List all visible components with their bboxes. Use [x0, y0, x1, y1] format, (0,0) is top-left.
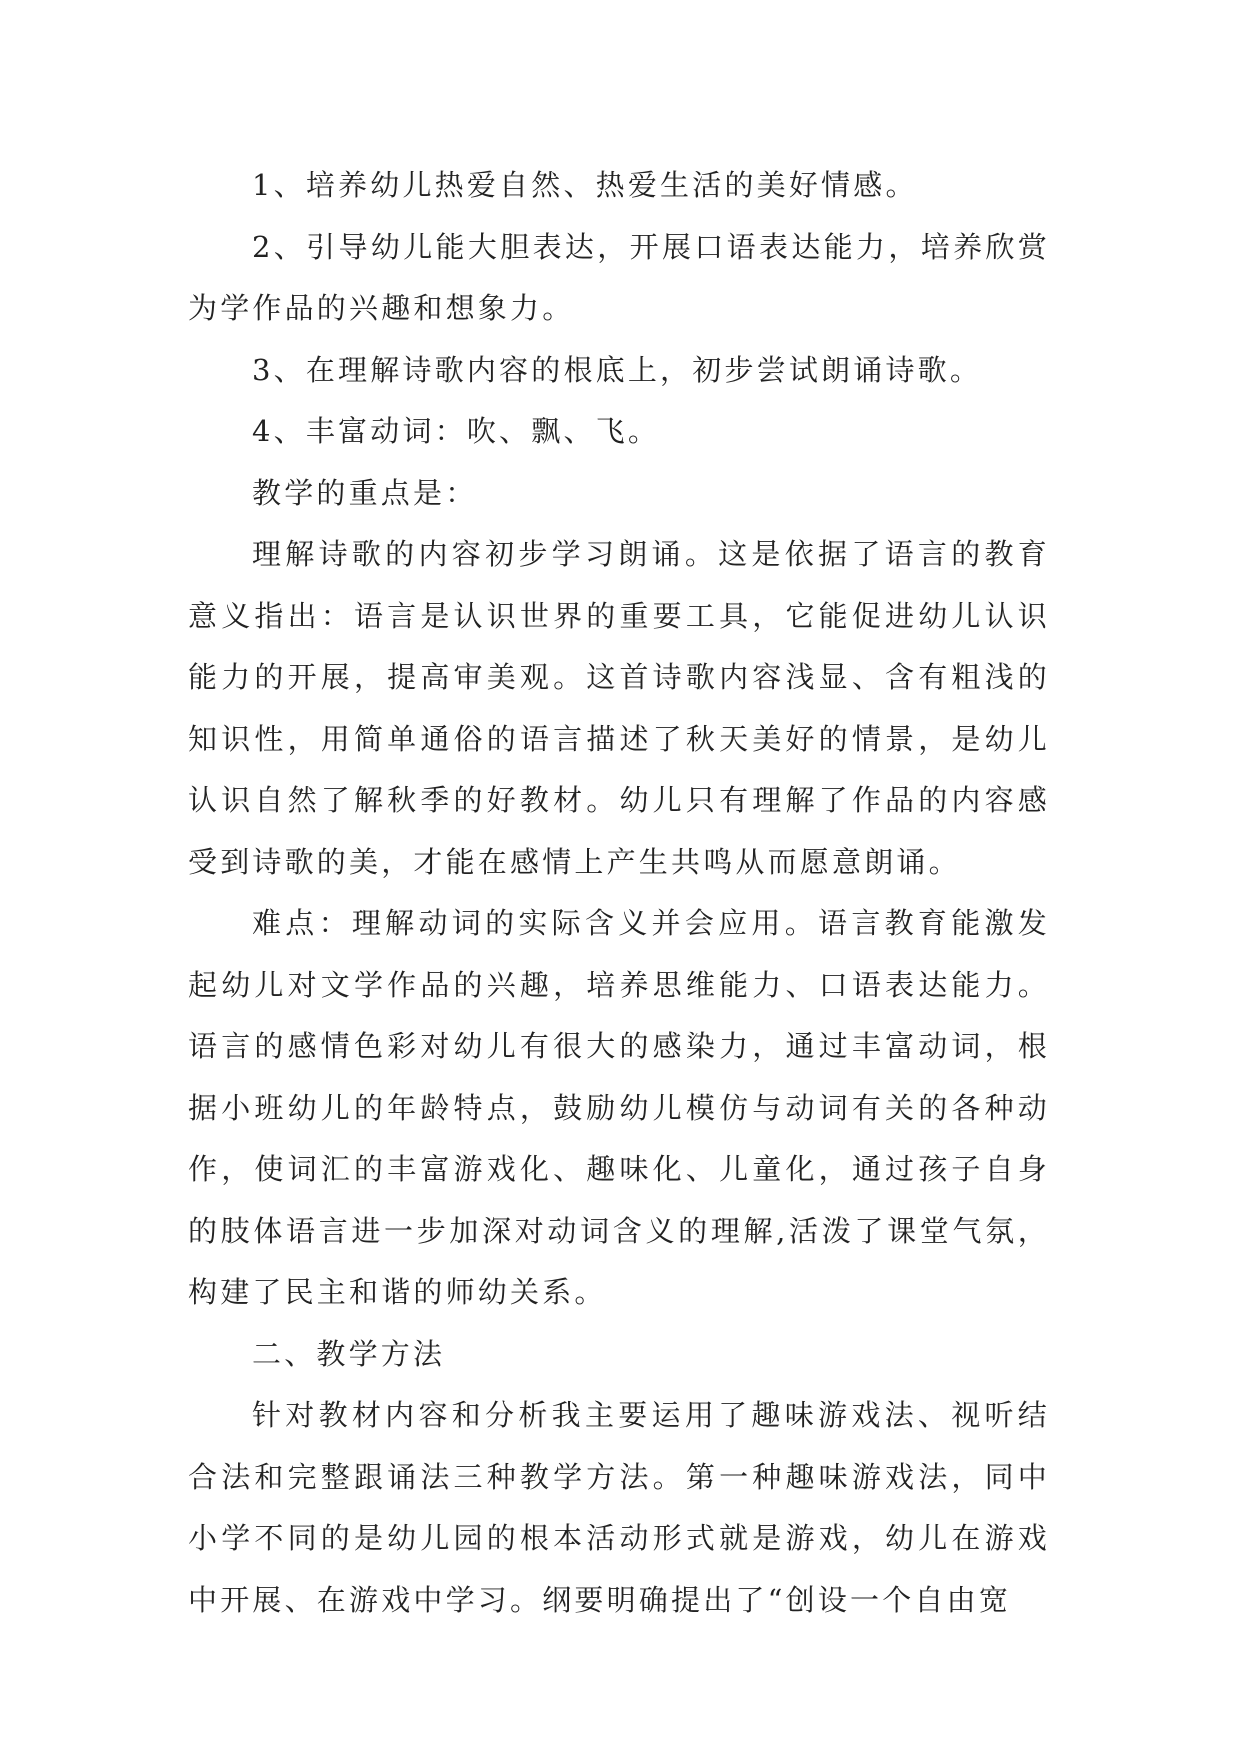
key-point-paragraph: 理解诗歌的内容初步学习朗诵。这是依据了语言的教育意义指出：语言是认识世界的重要工具，它能促进幼儿认识能力的开展，提高审美观。这首诗歌内容浅显、含有粗浅的知识性，用简单通俗的语言描述了秋天美好的情景，是幼儿认识自然了解秋季的好教材。幼儿只有理解了作品的内容感受到诗歌的美，才能在感情上产生共鸣从而愿意朗诵。: [188, 537, 1050, 879]
goal-1-paragraph: 1、培养幼儿热爱自然、热爱生活的美好情感。: [252, 168, 918, 202]
key-point-heading: 教学的重点是：: [252, 475, 478, 510]
goal-2-paragraph: 2、引导幼儿能大胆表达，开展口语表达能力，培养欣赏为学作品的兴趣和想象力。: [188, 229, 1050, 325]
difficulty-paragraph: 难点：理解动词的实际含义并会应用。语言教育能激发起幼儿对文学作品的兴趣，培养思维能力、口语表达能力。语言的感情色彩对幼儿有很大的感染力，通过丰富动词，根据小班幼儿的年龄特点，鼓励幼儿模仿与动词有关的各种动作，使词汇的丰富游戏化、趣味化、儿童化，通过孩子自身的肢体语言进一步加深对动词含义的理解,活泼了课堂气氛，构建了民主和谐的师幼关系。: [188, 906, 1050, 1309]
goal-4-paragraph: 4、丰富动词：吹、飘、飞。: [252, 414, 661, 448]
teaching-methods-paragraph: 针对教材内容和分析我主要运用了趣味游戏法、视听结合法和完整跟诵法三种教学方法。第一种趣味游戏法，同中小学不同的是幼儿园的根本活动形式就是游戏，幼儿在游戏中开展、在游戏中学习。纲要明确提出了“创设一个自由宽: [188, 1398, 1050, 1617]
document-body: [188, 155, 1050, 1631]
section-heading-teaching-methods: 二、教学方法: [252, 1336, 446, 1371]
goal-3-paragraph: 3、在理解诗歌内容的根底上，初步尝试朗诵诗歌。: [252, 352, 983, 387]
